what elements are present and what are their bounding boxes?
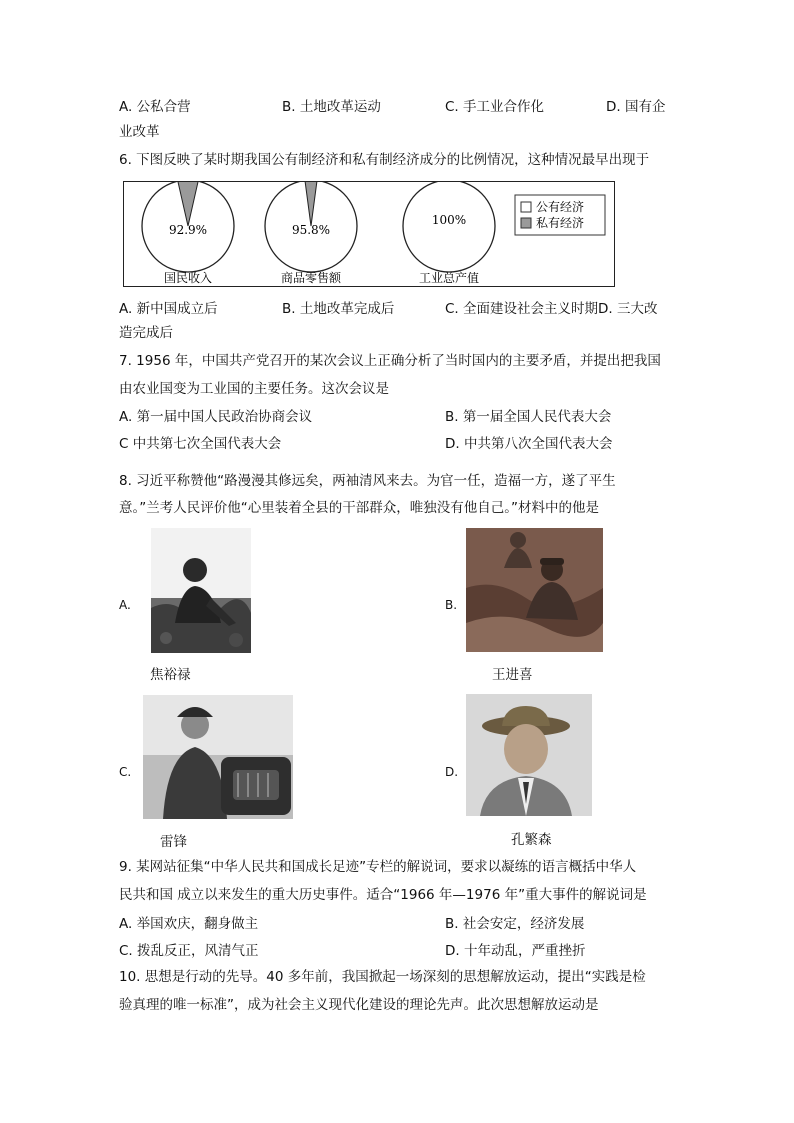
q6-option-a: A. 新中国成立后	[119, 301, 218, 317]
q6-option-b: B. 土地改革完成后	[282, 301, 395, 317]
q6-stem: 6. 下图反映了某时期我国公有制经济和私有制经济成分的比例情况，这种情况最早出现于	[119, 152, 650, 168]
pie-percent-label: 100%	[431, 213, 467, 227]
legend-private-label: 私有经济	[536, 216, 585, 230]
q8-option-b-letter: B.	[445, 598, 458, 612]
pie-public-slice	[403, 182, 495, 272]
q8-option-b-photo	[466, 528, 603, 652]
q7-option-c: C 中共第七次全国代表大会	[119, 436, 282, 452]
q5-option-c: C. 手工业合作化	[445, 99, 545, 115]
q9-option-a: A. 举国欢庆，翻身做主	[119, 916, 259, 932]
pie-2	[265, 182, 357, 285]
q5-option-b: B. 土地改革运动	[282, 99, 381, 115]
q6-pie-chart-figure	[123, 181, 615, 287]
pie-category-label: 国民收入	[163, 271, 213, 285]
q8-option-b-caption: 王进喜	[492, 667, 533, 683]
q7-option-d: D. 中共第八次全国代表大会	[445, 436, 613, 452]
q8-option-d-caption: 孔繁森	[511, 832, 552, 848]
legend-public-label: 公有经济	[536, 200, 585, 214]
q6-option-d-wrap: 造完成后	[119, 325, 173, 341]
pie-category-label: 工业总产值	[418, 271, 480, 285]
q5-option-d: D. 国有企	[606, 99, 666, 115]
q5-option-a: A. 公私合营	[119, 99, 191, 115]
legend-public-swatch	[521, 202, 531, 212]
q8-stem-line1: 8. 习近平称赞他“路漫漫其修远矣，两袖清风来去。为官一任，造福一方，遂了平生	[119, 473, 616, 489]
q9-option-c: C. 拨乱反正，风清气正	[119, 943, 259, 959]
q9-stem-line2: 民共和国 成立以来发生的重大历史事件。适合“1966 年—1976 年”重大事件的解说词是	[119, 887, 647, 903]
pie-percent-label: 92.9%	[168, 223, 208, 237]
pie-category-label: 商品零售额	[280, 271, 342, 285]
q7-option-b: B. 第一届全国人民代表大会	[445, 409, 612, 425]
q7-stem-line2: 由农业国变为工业国的主要任务。这次会议是	[119, 381, 389, 397]
q8-option-c-letter: C.	[119, 765, 132, 779]
q8-stem-line2: 意。”兰考人民评价他“心里装着全县的干部群众，唯独没有他自己。”材料中的他是	[119, 500, 599, 516]
pie-charts-svg	[124, 182, 613, 285]
q8-option-a-letter: A.	[119, 598, 131, 612]
q7-stem-line1: 7. 1956 年，中国共产党召开的某次会议上正确分析了当时国内的主要矛盾，并提出把我国	[119, 353, 661, 369]
q7-option-a: A. 第一届中国人民政治协商会议	[119, 409, 313, 425]
q8-option-d-letter: D.	[445, 765, 459, 779]
q8-option-c-caption: 雷锋	[160, 834, 187, 850]
legend-private-swatch	[521, 218, 531, 228]
pie-1	[142, 182, 234, 285]
q9-stem-line1: 9. 某网站征集“中华人民共和国成长足迹”专栏的解说词，要求以凝练的语言概括中华人	[119, 859, 637, 875]
q8-option-d-photo	[466, 694, 592, 816]
pie-3	[403, 182, 495, 285]
q10-stem-line1: 10. 思想是行动的先导。40 多年前，我国掀起一场深刻的思想解放运动，提出“实践是检	[119, 969, 646, 985]
q6-option-c-d: C. 全面建设社会主义时期D. 三大改	[445, 301, 658, 317]
q10-stem-line2: 验真理的唯一标准”，成为社会主义现代化建设的理论先声。此次思想解放运动是	[119, 997, 599, 1013]
q8-option-a-caption: 焦裕禄	[150, 667, 191, 683]
q8-option-c-photo	[143, 695, 293, 819]
q9-option-b: B. 社会安定，经济发展	[445, 916, 585, 932]
pie-percent-label: 95.8%	[291, 223, 331, 237]
q8-option-a-photo	[151, 528, 251, 653]
q9-option-d: D. 十年动乱，严重挫折	[445, 943, 586, 959]
q5-option-d-wrap: 业改革	[119, 124, 160, 140]
